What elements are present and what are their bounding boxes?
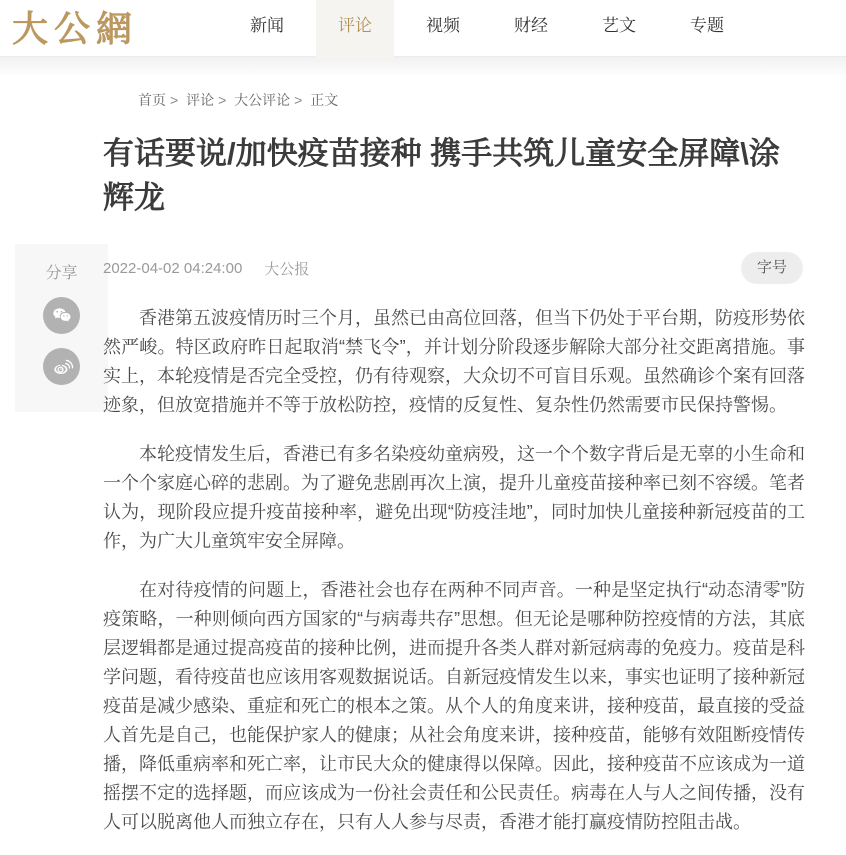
main-nav <box>228 0 756 57</box>
site-logo[interactable]: 大公網 <box>12 8 139 49</box>
nav-item-news[interactable]: 新闻 <box>250 16 284 35</box>
breadcrumb-separator: > <box>170 92 179 108</box>
site-header <box>0 0 846 57</box>
article-paragraph: 香港第五波疫情历时三个月，虽然已由高位回落，但当下仍处于平台期，防疫形势依然严峻。特区政府昨日起取消“禁飞令”，并计划分阶段逐步解除大部分社交距离措施。事实上，本轮疫情是否完全受控，仍有待观察，大众切不可盲目乐观。虽然确诊个案有回落迹象，但放宽措施并不等于放松防控，疫情的反复性、复杂性仍然需要市民保持警惕。 <box>103 308 805 416</box>
article-meta <box>103 252 805 284</box>
article-paragraph: 在对待疫情的问题上，香港社会也存在两种不同声音。一种是坚定执行“动态清零”防疫策略，一种则倾向西方国家的“与病毒共存”思想。但无论是哪种防控疫情的方法，其底层逻辑都是通过提高疫苗的接种比例，进而提升各类人群对新冠病毒的免疫力。疫苗是科学问题，看待疫苗也应该用客观数据说话。自新冠疫情发生以来，事实也证明了接种新冠疫苗是减少感染、重症和死亡的根本之策。从个人的角度来讲，接种疫苗，最直接的受益人首先是自己，也能保护家人的健康；从社会角度来讲，接种疫苗，能够有效阻断疫情传播，降低重病率和死亡率，让市民大众的健康得以保障。因此，接种疫苗不应该成为一道摇摆不定的选择题，而应该成为一份社会责任和公民责任。病毒在人与人之间传播，没有人可以脱离他人而独立存在，只有人人参与尽责，香港才能打赢疫情防控阻击战。 <box>103 580 805 833</box>
article-paragraph: 本轮疫情发生后，香港已有多名染疫幼童病殁，这一个个数字背后是无辜的小生命和一个个家庭心碎的悲剧。为了避免悲剧再次上演，提升儿童疫苗接种率已刻不容缓。笔者认为，现阶段应提升疫苗接种率，避免出现“防疫洼地”，同时加快儿童接种新冠疫苗的工作，为广大儿童筑牢安全屏障。 <box>103 444 805 552</box>
nav-item-comment[interactable]: 评论 <box>316 0 394 60</box>
source-name: 大公报 <box>264 260 310 278</box>
font-size-button[interactable]: 字号 <box>741 252 803 284</box>
breadcrumb-separator: > <box>218 92 227 108</box>
nav-item-finance[interactable]: 财经 <box>514 16 548 35</box>
article-body <box>103 304 805 837</box>
breadcrumb-takung-comment[interactable]: 大公评论 <box>234 92 291 108</box>
nav-item-arts[interactable]: 艺文 <box>602 16 636 35</box>
nav-item-video[interactable]: 视频 <box>426 16 460 35</box>
share-label: 分享 <box>45 265 78 282</box>
breadcrumb-current: 正文 <box>310 92 339 108</box>
article-page <box>0 90 846 837</box>
nav-item-special[interactable]: 专题 <box>690 16 724 35</box>
breadcrumb <box>138 90 846 110</box>
breadcrumb-comment[interactable]: 评论 <box>186 92 215 108</box>
breadcrumb-separator: > <box>294 92 303 108</box>
publish-date: 2022-04-02 04:24:00 <box>103 259 243 277</box>
breadcrumb-home[interactable]: 首页 <box>138 92 166 108</box>
article-title: 有话要说/加快疫苗接种 携手共筑儿童安全屏障\涂辉龙 <box>103 136 780 216</box>
